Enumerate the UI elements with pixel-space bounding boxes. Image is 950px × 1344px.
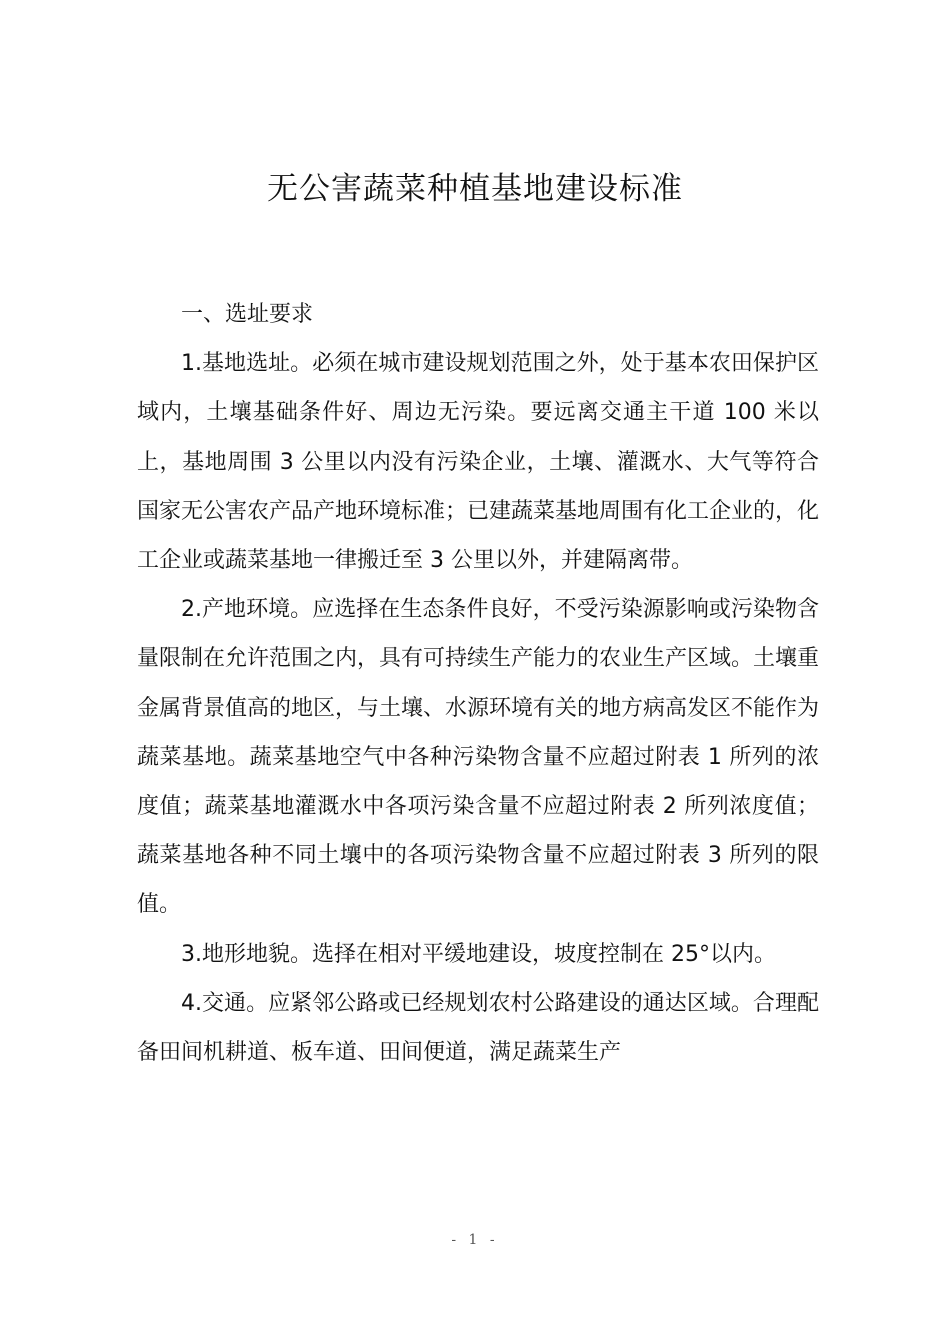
page-number: - 1 - [451,1232,499,1248]
paragraph-environment: 2.产地环境。应选择在生态条件良好，不受污染源影响或污染物含量限制在允许范围之内，具有可持续生产能力的农业生产区域。土壤重金属背景值高的地区，与土壤、水源环境有关的地方病高发区不能作为蔬菜基地。蔬菜基地空气中各种污染物含量不应超过附表 1 所列的浓度值；蔬菜基地灌溉水中各项污染含量不应超过附表 2 所列浓度值；蔬菜基地各种不同土壤中的各项污染物含量不应超过附表 3 所列的限值。 [137,597,820,918]
paragraph-transport: 4.交通。应紧邻公路或已经规划农村公路建设的通达区域。合理配备田间机耕道、板车道、田间便道，满足蔬菜生产 [137,990,819,1066]
document-title: 无公害蔬菜种植基地建设标准 [267,171,683,207]
document-body [137,290,819,1077]
paragraph-site-selection: 1.基地选址。必须在城市建设规划范围之外，处于基本农田保护区域内，土壤基础条件好、周边无污染。要远离交通主干道 100 米以上，基地周围 3 公里以内没有污染企业，土壤、灌溉水、大气等符合国家无公害农产品产地环境标准；已建蔬菜基地周围有化工企业的，化工企业或蔬菜基地一律搬迁至 3 公里以外，并建隔离带。 [137,351,820,574]
paragraph-terrain: 3.地形地貌。选择在相对平缓地建设，坡度控制在 25°以内。 [181,941,776,967]
section-heading: 一、选址要求 [181,302,314,327]
